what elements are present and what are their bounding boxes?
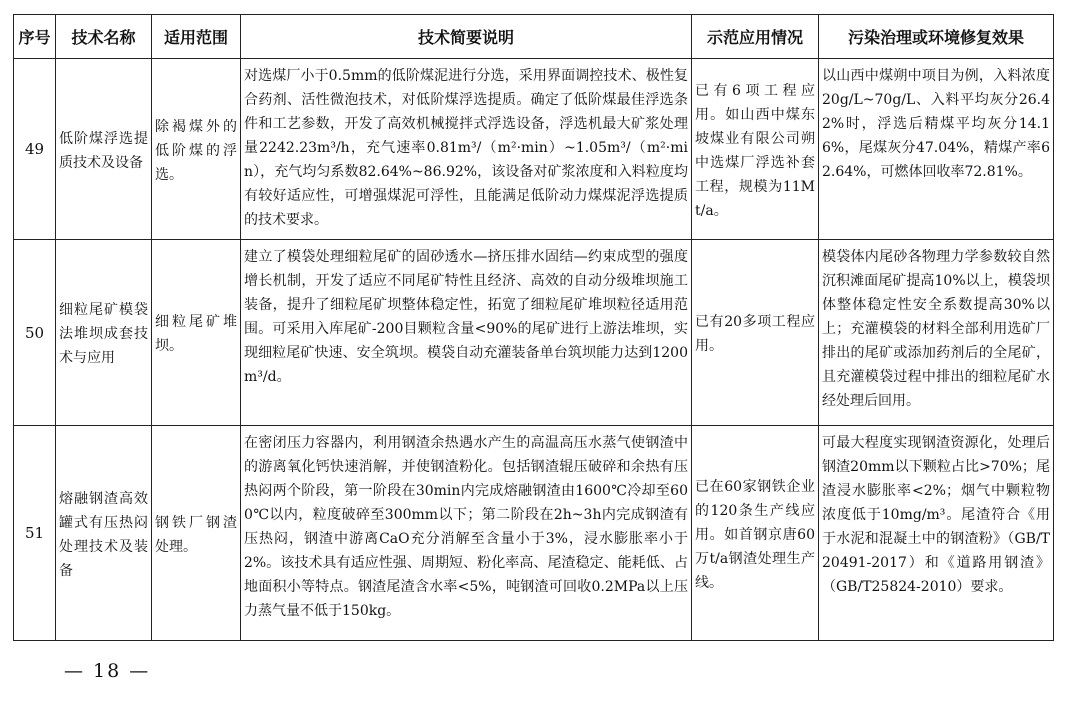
- scope-cell: 钢铁厂钢渣处理。: [152, 426, 241, 641]
- effect-cell: 以山西中煤朔中项目为例，入料浓度20g/L~70g/L、入料平均灰分26.42%时，浮选后精煤平均灰分14.16%，尾煤灰分47.04%，精煤产率62.64%，可燃体回收率72.81%。: [819, 59, 1054, 240]
- page-number: — 18 —: [64, 660, 151, 682]
- description-cell: 建立了模袋处理细粒尾矿的固砂透水—挤压排水固结—约束成型的强度增长机制，开发了适应不同尾矿特性且经济、高效的自动分级堆坝施工装备，提升了细粒尾矿坝整体稳定性，拓宽了细粒尾矿堆坝粒径适用范围。可采用入库尾矿-200目颗粒含量<90%的尾矿进行上游法堆坝，实现细粒尾矿快速、安全筑坝。模袋自动充灌装备单台筑坝能力达到1200m³/d。: [241, 240, 692, 426]
- scope-cell: 除褐煤外的低阶煤的浮选。: [152, 59, 241, 240]
- header-cell-no: 序号: [14, 15, 56, 59]
- table-header-row: [14, 15, 1054, 59]
- effect-cell: 可最大程度实现钢渣资源化，处理后钢渣20mm以下颗粒占比>70%；尾渣浸水膨胀率<2%；烟气中颗粒物浓度低于10mg/m³。尾渣符合《用于水泥和混凝土中的钢渣粉》（GB/T20491-2017）和《道路用钢渣》（GB/T25824-2010）要求。: [819, 426, 1054, 641]
- table-row: [14, 240, 1054, 426]
- description-cell: 在密闭压力容器内，利用钢渣余热遇水产生的高温高压水蒸气使钢渣中的游离氧化钙快速消解，并使钢渣粉化。包括钢渣辊压破碎和余热有压热闷两个阶段，第一阶段在30min内完成熔融钢渣由1600℃冷却至600℃以内，粒度破碎至300mm以下；第二阶段在2h~3h内完成钢渣有压热闷，钢渣中游离CaO充分消解至含量小于3%，浸水膨胀率小于2%。该技术具有适应性强、周期短、粉化率高、尾渣稳定、能耗低、占地面积小等特点。钢渣尾渣含水率<5%，吨钢渣可回收0.2MPa以上压力蒸气量不低于150kg。: [241, 426, 692, 641]
- header-cell-effect: 污染治理或环境修复效果: [819, 15, 1054, 59]
- header-cell-description: 技术简要说明: [241, 15, 692, 59]
- tech-name-cell: 低阶煤浮选提质技术及设备: [56, 59, 152, 240]
- demo-application-cell: 已在60家钢铁企业的120条生产线应用。如首钢京唐60万t/a钢渣处理生产线。: [692, 426, 819, 641]
- table-row: [14, 59, 1054, 240]
- demo-application-cell: 已有20多项工程应用。: [692, 240, 819, 426]
- header-cell-demo: 示范应用情况: [692, 15, 819, 59]
- tech-name-cell: 熔融钢渣高效罐式有压热闷处理技术及装备: [56, 426, 152, 641]
- scope-cell: 细粒尾矿堆坝。: [152, 240, 241, 426]
- table-row: [14, 426, 1054, 641]
- row-number: 49: [14, 59, 56, 240]
- header-cell-scope: 适用范围: [152, 15, 241, 59]
- row-number: 51: [14, 426, 56, 641]
- effect-cell: 模袋体内尾砂各物理力学参数较自然沉积滩面尾矿提高10%以上，模袋坝体整体稳定性安全系数提高30%以上；充灌模袋的材料全部利用选矿厂排出的尾矿或添加药剂后的全尾矿，且充灌模袋过程中排出的细粒尾矿水经处理后回用。: [819, 240, 1054, 426]
- description-cell: 对选煤厂小于0.5mm的低阶煤泥进行分选，采用界面调控技术、极性复合药剂、活性微泡技术，对低阶煤浮选提质。确定了低阶煤最佳浮选条件和工艺参数，开发了高效机械搅拌式浮选设备，浮选机最大矿浆处理量2242.23m³/h，充气速率0.81m³/（m²·min）~1.05m³/（m²·min），充气均匀系数82.64%~86.92%，该设备对矿浆浓度和入料粒度均有较好适应性，可增强煤泥可浮性，且能满足低阶动力煤煤泥浮选提质的技术要求。: [241, 59, 692, 240]
- header-cell-name: 技术名称: [56, 15, 152, 59]
- technology-table: [13, 14, 1054, 641]
- row-number: 50: [14, 240, 56, 426]
- tech-name-cell: 细粒尾矿模袋法堆坝成套技术与应用: [56, 240, 152, 426]
- demo-application-cell: 已有6项工程应用。如山西中煤东坡煤业有限公司朔中选煤厂浮选补套工程，规模为11Mt/a。: [692, 59, 819, 240]
